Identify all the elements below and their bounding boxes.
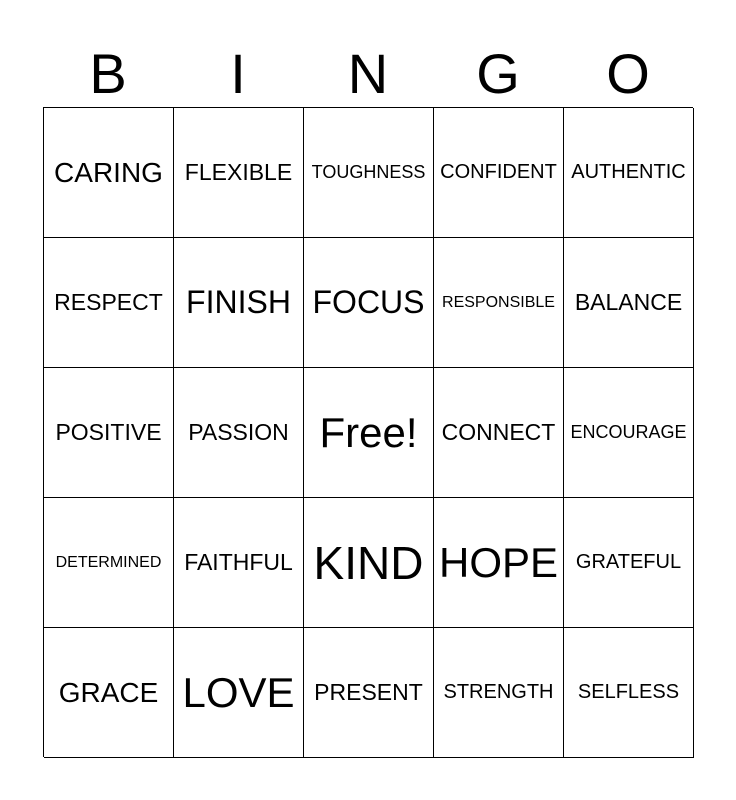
bingo-cell[interactable]: CONNECT (434, 368, 564, 498)
bingo-cell[interactable]: RESPECT (44, 238, 174, 368)
bingo-cell[interactable]: GRACE (44, 628, 174, 758)
bingo-cell[interactable]: CONFIDENT (434, 108, 564, 238)
bingo-cell[interactable]: TOUGHNESS (304, 108, 434, 238)
bingo-cell[interactable]: DETERMINED (44, 498, 174, 628)
bingo-cell[interactable]: FLEXIBLE (174, 108, 304, 238)
header-letter-o: O (606, 42, 650, 105)
bingo-cell[interactable]: CARING (44, 108, 174, 238)
bingo-cell[interactable]: KIND (304, 498, 434, 628)
bingo-cell[interactable]: PRESENT (304, 628, 434, 758)
bingo-cell[interactable]: LOVE (174, 628, 304, 758)
header-letter-b: B (89, 42, 127, 105)
bingo-cell[interactable]: AUTHENTIC (564, 108, 694, 238)
bingo-cell[interactable]: FAITHFUL (174, 498, 304, 628)
bingo-cell[interactable]: ENCOURAGE (564, 368, 694, 498)
bingo-cell[interactable]: POSITIVE (44, 368, 174, 498)
bingo-cell[interactable]: GRATEFUL (564, 498, 694, 628)
header-letter-n: N (347, 42, 389, 105)
bingo-cell[interactable]: BALANCE (564, 238, 694, 368)
header-letter-i: I (230, 42, 246, 105)
bingo-cell[interactable]: HOPE (434, 498, 564, 628)
bingo-cell[interactable]: PASSION (174, 368, 304, 498)
bingo-cell[interactable]: FINISH (174, 238, 304, 368)
header-letter-g: G (476, 42, 520, 105)
bingo-cell[interactable]: FOCUS (304, 238, 434, 368)
free-space: Free! (304, 368, 434, 498)
bingo-cell[interactable]: SELFLESS (564, 628, 694, 758)
bingo-cell[interactable]: STRENGTH (434, 628, 564, 758)
bingo-header (43, 44, 693, 104)
bingo-cell[interactable]: RESPONSIBLE (434, 238, 564, 368)
bingo-board (43, 107, 693, 757)
